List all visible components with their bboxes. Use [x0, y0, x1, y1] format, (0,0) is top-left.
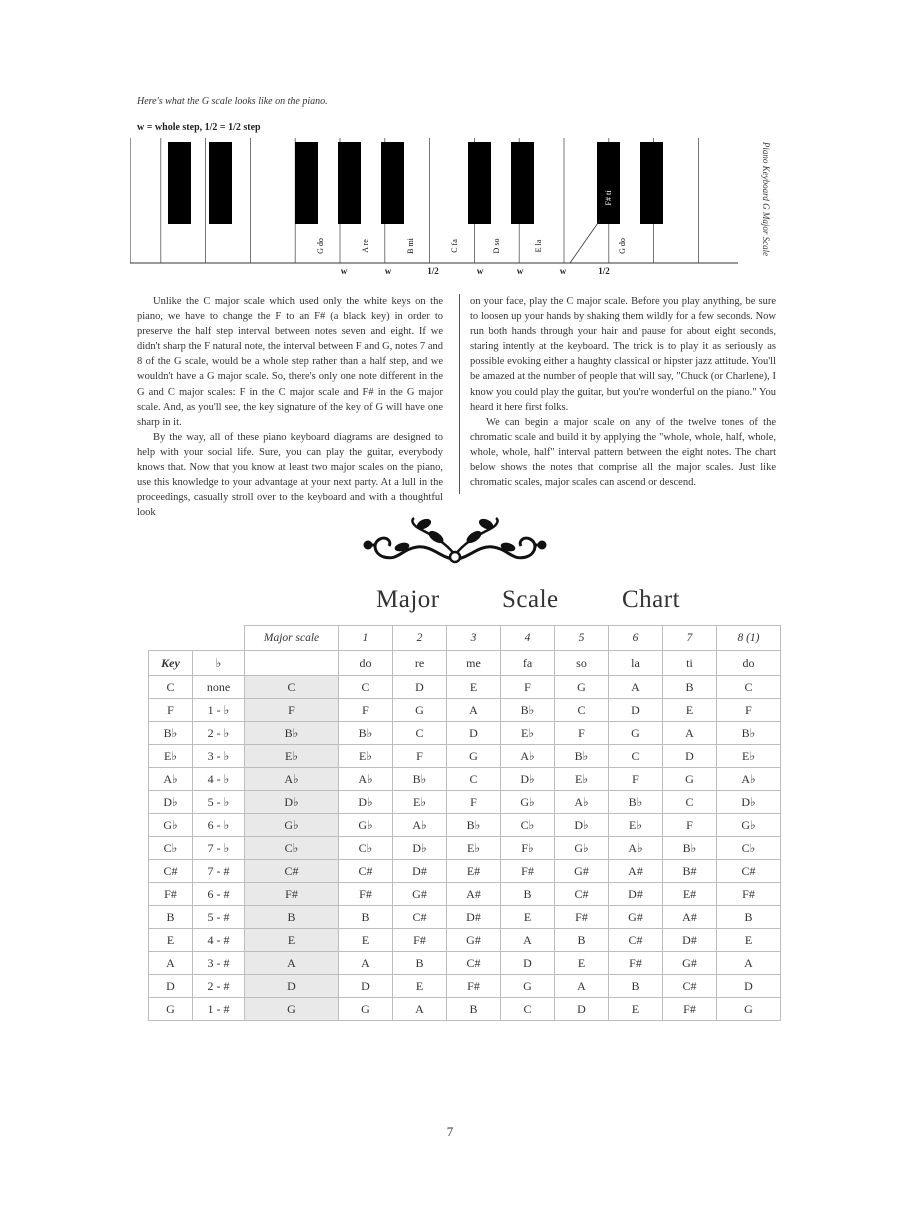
header-cell: 5	[555, 626, 609, 651]
note-cell: D♭	[501, 768, 555, 791]
black-key	[468, 142, 491, 224]
text-column-right	[470, 294, 776, 490]
header-cell: 7	[663, 626, 717, 651]
note-cell: C#	[609, 929, 663, 952]
white-key-note-label: E la	[534, 239, 543, 253]
accidental-count-cell: 2 - ♭	[193, 722, 245, 745]
header-cell: me	[447, 651, 501, 676]
note-cell: C	[339, 676, 393, 699]
note-cell: B	[555, 929, 609, 952]
note-cell: F	[717, 699, 781, 722]
note-cell: C♭	[501, 814, 555, 837]
table-row	[149, 975, 781, 998]
header-cell: so	[555, 651, 609, 676]
paragraph: By the way, all of these piano keyboard diagrams are designed to help with your social life. Sure, you can play the guitar, everybody knows that. Now that you know at least two major scales on the piano, use this knowledge to your advantage at your next party. At a lull in the proceedings, casually stroll over to the keyboard and with a thoughtful look	[137, 431, 443, 519]
scale-name-cell: C#	[245, 860, 339, 883]
note-cell: B	[447, 998, 501, 1021]
note-cell: G#	[609, 906, 663, 929]
note-cell: E♭	[339, 745, 393, 768]
white-key-note-label: G do	[618, 238, 627, 254]
note-cell: D♭	[393, 837, 447, 860]
black-key	[168, 142, 191, 224]
note-cell: C#	[447, 952, 501, 975]
decorative-flourish	[362, 515, 548, 569]
table-row	[149, 998, 781, 1021]
scale-name-cell: A	[245, 952, 339, 975]
scale-name-cell: G	[245, 998, 339, 1021]
scale-name-cell: E♭	[245, 745, 339, 768]
note-cell: C#	[393, 906, 447, 929]
note-cell: F#	[555, 906, 609, 929]
note-cell: D	[663, 745, 717, 768]
paragraph: Unlike the C major scale which used only the white keys on the piano, we have to change the F to an F# (a black key) in order to preserve the half step interval between notes seven and eight. If we didn't sharp the F natural note, the interval between F and G, notes 7 and 8 of the G scale, would be a whole step rather than a half step, and we wouldn't have a G major scale. So, there's only one note different in the G and C major scales: F in the C major scale and F# in the G major scale. And, as you'll see, the key signature of the key of G will have one sharp in it.	[137, 296, 443, 428]
note-cell: F#	[447, 975, 501, 998]
table-row	[149, 791, 781, 814]
note-cell: C#	[717, 860, 781, 883]
page-number: 7	[446, 1124, 454, 1139]
chart-title-word: Chart	[622, 586, 681, 613]
header-cell: re	[393, 651, 447, 676]
note-cell: F#	[393, 929, 447, 952]
key-cell: B	[149, 906, 193, 929]
step-label: 1/2	[427, 266, 439, 276]
key-cell: C	[149, 676, 193, 699]
black-key	[209, 142, 232, 224]
black-key	[511, 142, 534, 224]
note-cell: G	[609, 722, 663, 745]
note-cell: B	[501, 883, 555, 906]
note-cell: G♭	[555, 837, 609, 860]
note-cell: B♭	[663, 837, 717, 860]
note-cell: F#	[663, 998, 717, 1021]
table-row	[149, 699, 781, 722]
paragraph: We can begin a major scale on any of the twelve tones of the chromatic scale and build it by applying the "whole, whole, half, whole, whole, whole, half" interval pattern between the eight notes. The chart below shows the notes that comprise all the major scales. Just like chromatic scales, major scales can ascend or descend.	[470, 416, 776, 489]
step-legend: w = whole step, 1/2 = 1/2 step	[137, 122, 261, 133]
note-cell: F#	[501, 860, 555, 883]
note-cell: A	[609, 676, 663, 699]
white-key-note-label: B mi	[406, 238, 415, 254]
table-row	[149, 676, 781, 699]
text-column-left	[137, 294, 443, 520]
note-cell: D	[447, 722, 501, 745]
note-cell: G	[717, 998, 781, 1021]
table-header-degrees	[149, 626, 781, 651]
table-row	[149, 929, 781, 952]
black-key	[295, 142, 318, 224]
note-cell: E	[393, 975, 447, 998]
black-key	[381, 142, 404, 224]
flourish-icon	[362, 515, 548, 569]
paragraph: on your face, play the C major scale. Before you play anything, be sure to loosen up your hands by shaking them wildly for a few seconds. Now run both hands through your hair and pause for about eight seconds, staring intently at the keyboard. The trick is to play it as seriously as possible evoking either a haughty classical or hipster jazz attitude. You'll be amazed at the number of people that will say, "Chuck (or Charlene), I know you could play the guitar, but you're wonderful on the piano." You heard it here first folks.	[470, 296, 776, 413]
accidental-count-cell: 6 - #	[193, 883, 245, 906]
accidental-count-cell: 2 - #	[193, 975, 245, 998]
note-cell: C	[717, 676, 781, 699]
white-key-note-label: G do	[316, 238, 325, 254]
note-cell: C	[663, 791, 717, 814]
header-cell: do	[339, 651, 393, 676]
step-label: w	[559, 266, 567, 276]
note-cell: F♭	[501, 837, 555, 860]
note-cell: D#	[447, 906, 501, 929]
accidental-count-cell: 3 - ♭	[193, 745, 245, 768]
note-cell: D	[717, 975, 781, 998]
note-cell: G#	[555, 860, 609, 883]
note-cell: E	[555, 952, 609, 975]
accidental-count-cell: 7 - #	[193, 860, 245, 883]
step-label: w	[384, 266, 392, 276]
header-cell: la	[609, 651, 663, 676]
note-cell: B	[609, 975, 663, 998]
note-cell: F	[663, 814, 717, 837]
accidental-count-cell: 6 - ♭	[193, 814, 245, 837]
note-cell: C#	[555, 883, 609, 906]
note-cell: E	[717, 929, 781, 952]
note-cell: E♭	[501, 722, 555, 745]
note-cell: C	[609, 745, 663, 768]
chart-title-word: Scale	[502, 586, 559, 613]
table-row	[149, 860, 781, 883]
table-row	[149, 722, 781, 745]
note-cell: B♭	[555, 745, 609, 768]
table-row	[149, 837, 781, 860]
table-header-syllables	[149, 651, 781, 676]
header-cell: 2	[393, 626, 447, 651]
note-cell: G	[555, 676, 609, 699]
note-cell: D♭	[339, 791, 393, 814]
key-cell: C#	[149, 860, 193, 883]
note-cell: A	[339, 952, 393, 975]
header-cell: ti	[663, 651, 717, 676]
note-cell: A#	[663, 906, 717, 929]
white-key-note-label: D so	[492, 238, 501, 254]
key-cell: D♭	[149, 791, 193, 814]
note-cell: F	[609, 768, 663, 791]
note-cell: A	[447, 699, 501, 722]
key-cell: F#	[149, 883, 193, 906]
key-cell: A	[149, 952, 193, 975]
note-cell: A	[393, 998, 447, 1021]
note-cell: C♭	[717, 837, 781, 860]
note-cell: B♭	[447, 814, 501, 837]
header-cell: fa	[501, 651, 555, 676]
header-cell: 6	[609, 626, 663, 651]
note-cell: D	[339, 975, 393, 998]
key-cell: C♭	[149, 837, 193, 860]
note-cell: G	[501, 975, 555, 998]
note-cell: E♭	[609, 814, 663, 837]
note-cell: E	[663, 699, 717, 722]
black-key	[597, 142, 620, 224]
note-cell: F	[393, 745, 447, 768]
table-row	[149, 745, 781, 768]
note-cell: A	[717, 952, 781, 975]
accidental-count-cell: 1 - ♭	[193, 699, 245, 722]
scale-name-cell: D♭	[245, 791, 339, 814]
note-cell: C#	[663, 975, 717, 998]
accidental-count-cell: 7 - ♭	[193, 837, 245, 860]
white-key-note-label: C fa	[450, 239, 459, 253]
table-row	[149, 883, 781, 906]
header-cell	[245, 651, 339, 676]
note-cell: F#	[339, 883, 393, 906]
accidental-count-cell: 4 - ♭	[193, 768, 245, 791]
header-cell: Major scale	[245, 626, 339, 651]
note-cell: D	[501, 952, 555, 975]
note-cell: D#	[609, 883, 663, 906]
note-cell: B♭	[339, 722, 393, 745]
note-cell: B	[393, 952, 447, 975]
white-key-note-label: A re	[361, 239, 370, 253]
chart-title-word: Major	[376, 586, 440, 613]
header-cell: 4	[501, 626, 555, 651]
note-cell: E♭	[393, 791, 447, 814]
note-cell: D	[609, 699, 663, 722]
table-row	[149, 906, 781, 929]
note-cell: E	[447, 676, 501, 699]
header-cell: Key	[149, 651, 193, 676]
note-cell: F	[501, 676, 555, 699]
major-scale-table	[148, 625, 781, 1021]
accidental-count-cell: none	[193, 676, 245, 699]
note-cell: F	[339, 699, 393, 722]
note-cell: G#	[663, 952, 717, 975]
scale-name-cell: G♭	[245, 814, 339, 837]
key-cell: G	[149, 998, 193, 1021]
note-cell: E	[339, 929, 393, 952]
note-cell: E	[609, 998, 663, 1021]
accidental-count-cell: 5 - ♭	[193, 791, 245, 814]
note-cell: A	[555, 975, 609, 998]
note-cell: B♭	[501, 699, 555, 722]
key-cell: A♭	[149, 768, 193, 791]
scale-name-cell: B♭	[245, 722, 339, 745]
step-label: w	[516, 266, 524, 276]
key-cell: F	[149, 699, 193, 722]
black-key	[640, 142, 663, 224]
note-cell: F#	[609, 952, 663, 975]
note-cell: A#	[447, 883, 501, 906]
header-cell: 1	[339, 626, 393, 651]
header-cell: 3	[447, 626, 501, 651]
note-cell: E	[501, 906, 555, 929]
accidental-count-cell: 4 - #	[193, 929, 245, 952]
header-cell: do	[717, 651, 781, 676]
note-cell: C	[393, 722, 447, 745]
column-divider	[459, 294, 460, 494]
note-cell: D#	[663, 929, 717, 952]
step-label: 1/2	[598, 266, 610, 276]
note-cell: D	[393, 676, 447, 699]
note-cell: A	[501, 929, 555, 952]
step-label: w	[340, 266, 348, 276]
note-cell: E♭	[447, 837, 501, 860]
accidental-count-cell: 5 - #	[193, 906, 245, 929]
note-cell: C♭	[339, 837, 393, 860]
scale-name-cell: F	[245, 699, 339, 722]
key-cell: G♭	[149, 814, 193, 837]
note-cell: D#	[393, 860, 447, 883]
note-cell: E♭	[555, 768, 609, 791]
note-cell: C	[555, 699, 609, 722]
key-cell: E♭	[149, 745, 193, 768]
note-cell: D♭	[555, 814, 609, 837]
scale-name-cell: D	[245, 975, 339, 998]
accidental-count-cell: 1 - #	[193, 998, 245, 1021]
note-cell: A♭	[501, 745, 555, 768]
note-cell: E#	[447, 860, 501, 883]
note-cell: A♭	[555, 791, 609, 814]
step-label: w	[476, 266, 484, 276]
header-cell: ♭	[193, 651, 245, 676]
note-cell: B♭	[609, 791, 663, 814]
note-cell: C#	[339, 860, 393, 883]
key-cell: E	[149, 929, 193, 952]
table-row	[149, 768, 781, 791]
note-cell: A♭	[717, 768, 781, 791]
note-cell: G	[447, 745, 501, 768]
side-label	[752, 130, 780, 268]
note-cell: G	[393, 699, 447, 722]
side-label-text: Piano Keyboard G Major Scale	[761, 141, 771, 257]
scale-name-cell: F#	[245, 883, 339, 906]
note-cell: B	[663, 676, 717, 699]
note-cell: E♭	[717, 745, 781, 768]
note-cell: C	[501, 998, 555, 1021]
note-cell: B♭	[393, 768, 447, 791]
note-cell: F	[447, 791, 501, 814]
note-cell: F	[555, 722, 609, 745]
note-cell: G♭	[501, 791, 555, 814]
note-cell: G♭	[717, 814, 781, 837]
note-cell: A♭	[339, 768, 393, 791]
scale-name-cell: B	[245, 906, 339, 929]
note-cell: A♭	[393, 814, 447, 837]
keyboard-caption: Here's what the G scale looks like on the piano.	[137, 96, 328, 107]
note-cell: G	[339, 998, 393, 1021]
scale-name-cell: A♭	[245, 768, 339, 791]
piano-keyboard-svg	[130, 138, 750, 278]
accidental-count-cell: 3 - #	[193, 952, 245, 975]
note-cell: B	[717, 906, 781, 929]
table-row	[149, 814, 781, 837]
piano-keyboard-diagram	[130, 138, 750, 278]
scale-name-cell: C	[245, 676, 339, 699]
note-cell: A♭	[609, 837, 663, 860]
note-cell: B♭	[717, 722, 781, 745]
key-cell: D	[149, 975, 193, 998]
fsharp-key-label: F# ti	[604, 190, 613, 206]
note-cell: A	[663, 722, 717, 745]
scale-name-cell: E	[245, 929, 339, 952]
note-cell: A#	[609, 860, 663, 883]
key-cell: B♭	[149, 722, 193, 745]
fsharp-pointer-line	[570, 220, 600, 263]
note-cell: B#	[663, 860, 717, 883]
note-cell: D♭	[717, 791, 781, 814]
table-row	[149, 952, 781, 975]
note-cell: G#	[447, 929, 501, 952]
scale-name-cell: C♭	[245, 837, 339, 860]
note-cell: F#	[717, 883, 781, 906]
note-cell: G#	[393, 883, 447, 906]
note-cell: D	[555, 998, 609, 1021]
note-cell: E#	[663, 883, 717, 906]
note-cell: B	[339, 906, 393, 929]
black-key	[338, 142, 361, 224]
note-cell: G	[663, 768, 717, 791]
note-cell: C	[447, 768, 501, 791]
note-cell: G♭	[339, 814, 393, 837]
header-cell: 8 (1)	[717, 626, 781, 651]
